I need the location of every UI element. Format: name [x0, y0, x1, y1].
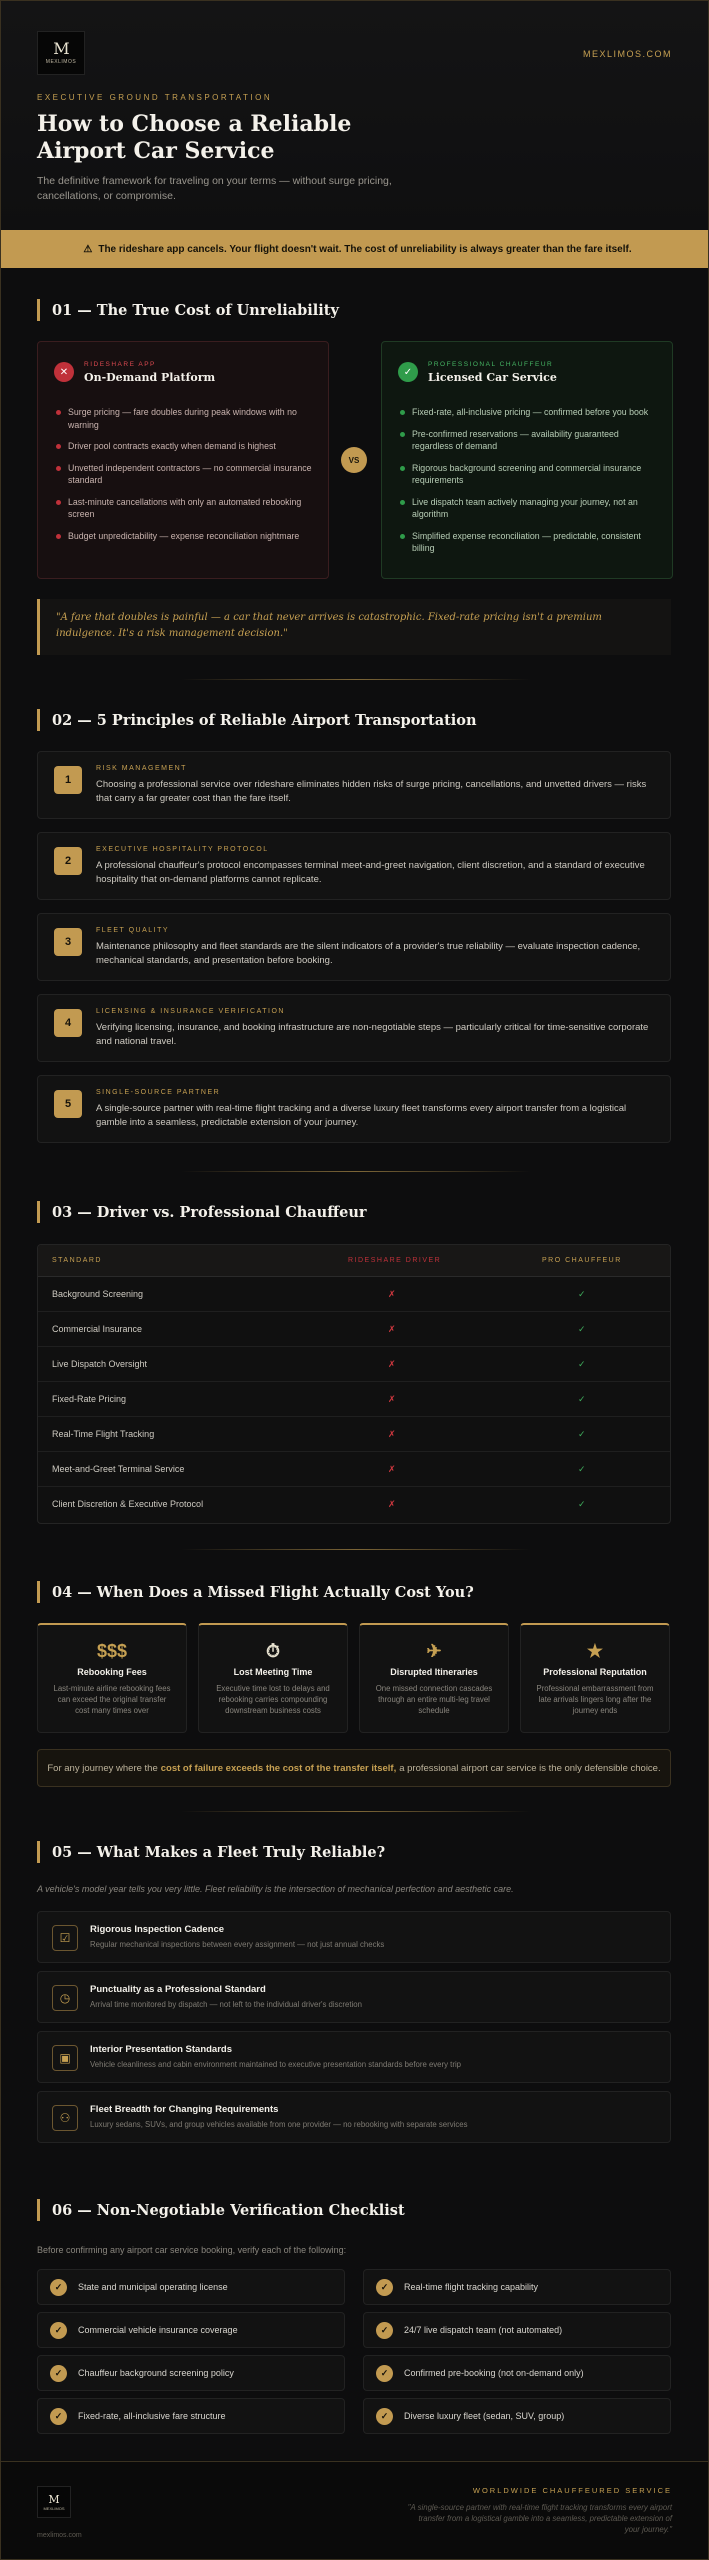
row-label: Commercial Insurance: [52, 1324, 143, 1334]
fleet-desc: Vehicle cleanliness and cabin environment maintained to executive presentation standards before every trip: [90, 2060, 462, 2069]
list-item: Unvetted independent contractors — no commercial insurance standard: [54, 462, 316, 487]
section-divider: [181, 1811, 531, 1812]
table-row: [38, 1417, 671, 1452]
section-1-heading: 01 — The True Cost of Unreliability: [52, 301, 339, 319]
cross-icon: ✗: [388, 1324, 396, 1334]
cost-card: [198, 1623, 348, 1733]
principle-kicker: RISK MANAGEMENT: [96, 765, 187, 772]
section-5-title: [37, 1841, 385, 1863]
check-icon: ✓: [376, 2322, 393, 2339]
logo-text: MEXLIMOS: [45, 59, 77, 65]
list-item: Fixed-rate, all-inclusive pricing — confirmed before you book: [398, 406, 660, 419]
checklist-icon: ☑: [52, 1925, 78, 1951]
cost-card: [520, 1623, 670, 1733]
column-header-pro: PRO CHAUFFEUR: [542, 1257, 622, 1264]
cost-desc: Executive time lost to delays and rebooking carries compounding downstream business costs: [216, 1684, 330, 1715]
callout-pre: For any journey where the: [47, 1762, 158, 1774]
chauffeur-list: [398, 406, 660, 564]
section-6-heading: 06 — Non-Negotiable Verification Checklist: [52, 2201, 405, 2219]
principle-card: [37, 913, 671, 981]
site-url-link[interactable]: MEXLIMOS.COM: [582, 49, 672, 59]
stopwatch-icon: ⏱: [265, 1641, 281, 1661]
section-accent-bar: [37, 709, 40, 731]
cross-icon: ✗: [388, 1289, 396, 1299]
checklist-label: Diverse luxury fleet (sedan, SUV, group): [404, 2411, 565, 2421]
principle-text: Maintenance philosophy and fleet standards are the silent indicators of a provider's true reliability — evaluate inspection cadence, mechanical standards, and presentation before booking.: [96, 941, 641, 966]
hero-header: [1, 1, 708, 230]
cost-title: Professional Reputation: [543, 1667, 647, 1677]
principle-card: [37, 751, 671, 819]
cross-icon: ✗: [388, 1499, 396, 1509]
principle-kicker: LICENSING & INSURANCE VERIFICATION: [96, 1008, 285, 1015]
list-item: Driver pool contracts exactly when demand is highest: [54, 440, 316, 453]
check-icon: ✓: [578, 1289, 586, 1299]
check-icon: ✓: [376, 2365, 393, 2382]
fleet-title: Interior Presentation Standards: [90, 2044, 233, 2055]
list-item: Simplified expense reconciliation — predictable, consistent billing: [398, 530, 660, 555]
checklist-label: 24/7 live dispatch team (not automated): [404, 2325, 563, 2335]
section-divider: [181, 679, 531, 680]
footer-tagline: WORLDWIDE CHAUFFEURED SERVICE: [472, 2486, 672, 2495]
cross-icon: ✕: [54, 362, 74, 382]
cross-icon: ✗: [388, 1464, 396, 1474]
check-icon: ✓: [578, 1324, 586, 1334]
section-4-heading: 04 — When Does a Missed Flight Actually Cost You?: [52, 1583, 474, 1601]
cross-icon: ✗: [388, 1359, 396, 1369]
section-5-lead: A vehicle's model year tells you very little. Fleet reliability is the intersection of mechanical perfection and aesthetic care.: [37, 1884, 514, 1894]
check-icon: ✓: [578, 1394, 586, 1404]
cost-card: [359, 1623, 509, 1733]
principle-card: [37, 1075, 671, 1143]
table-row: [38, 1312, 671, 1347]
fleet-desc: Arrival time monitored by dispatch — not left to the individual driver's discretion: [90, 2000, 362, 2009]
row-label: Fixed-Rate Pricing: [52, 1394, 127, 1404]
fleet-desc: Luxury sedans, SUVs, and group vehicles available from one provider — no rebooking with separate services: [90, 2120, 468, 2129]
checklist-label: Commercial vehicle insurance coverage: [78, 2325, 238, 2335]
pull-quote: "A fare that doubles is painful — a car that never arrives is catastrophic. Fixed-rate pricing isn't a premium indulgence. It's a risk management decision.": [37, 599, 671, 655]
section-1-title: [37, 299, 339, 321]
rideshare-card: [37, 341, 329, 579]
check-icon: ✓: [50, 2408, 67, 2425]
check-icon: ✓: [376, 2279, 393, 2296]
principle-number: 1: [54, 766, 82, 794]
rideshare-list: [54, 406, 316, 551]
principle-kicker: EXECUTIVE HOSPITALITY PROTOCOL: [96, 846, 269, 853]
section-3-heading: 03 — Driver vs. Professional Chauffeur: [52, 1203, 367, 1221]
alert-banner: [1, 230, 708, 268]
checklist-item[interactable]: [37, 2355, 345, 2391]
clock-icon: ◷: [52, 1985, 78, 2011]
alert-text: The rideshare app cancels. Your flight doesn't wait. The cost of unreliability is always greater than the fare itself.: [98, 243, 632, 255]
cost-title: Disrupted Itineraries: [390, 1667, 478, 1677]
dollar-icon: $$$: [96, 1641, 128, 1661]
principle-text: A single-source partner with real-time flight tracking and a diverse luxury fleet transforms every airport transfer from a logistical gamble into a seamless, predictable extension of your journey.: [96, 1103, 627, 1128]
rideshare-title: On-Demand Platform: [84, 371, 216, 384]
checklist-item[interactable]: [363, 2312, 671, 2348]
checklist-item[interactable]: [37, 2398, 345, 2434]
table-header: [38, 1245, 671, 1277]
principle-text: Choosing a professional service over rideshare eliminates hidden risks of surge pricing, cancellations, and unvetted drivers — risks that carry a far greater cost than the fare itself.: [96, 779, 647, 804]
footer-quote: "A single-source partner with real-time flight tracking transforms every airport transfer from a logistical gamble into a seamless, predictable extension of your journey.": [407, 2503, 672, 2534]
fleet-title: Fleet Breadth for Changing Requirements: [90, 2104, 279, 2115]
list-item: Rigorous background screening and commercial insurance requirements: [398, 462, 660, 487]
vs-badge: VS: [341, 447, 367, 473]
list-item: Budget unpredictability — expense reconciliation nightmare: [54, 530, 316, 543]
row-label: Meet-and-Greet Terminal Service: [52, 1464, 185, 1474]
section-divider: [181, 1549, 531, 1550]
section-accent-bar: [37, 299, 40, 321]
principle-card: [37, 994, 671, 1062]
checklist-item[interactable]: [363, 2355, 671, 2391]
fleet-item: [37, 1911, 671, 1963]
principle-text: A professional chauffeur's protocol encompasses terminal meet-and-greet navigation, client discretion, and a standard of executive hospitality that on-demand platforms cannot replicate.: [96, 860, 645, 885]
warning-icon: ⚠: [83, 243, 93, 255]
rideshare-kicker: RIDESHARE APP: [84, 361, 156, 368]
list-item: Last-minute cancellations with only an automated rebooking screen: [54, 496, 316, 521]
cost-title: Rebooking Fees: [77, 1667, 147, 1677]
section-2-heading: 02 — 5 Principles of Reliable Airport Transportation: [52, 711, 477, 729]
fleet-item: [37, 1971, 671, 2023]
list-item: Surge pricing — fare doubles during peak windows with no warning: [54, 406, 316, 431]
row-label: Live Dispatch Oversight: [52, 1359, 148, 1369]
principle-number: 5: [54, 1090, 82, 1118]
check-icon: ✓: [578, 1429, 586, 1439]
checklist-item[interactable]: [363, 2269, 671, 2305]
check-icon: ✓: [50, 2322, 67, 2339]
fleet-title: Punctuality as a Professional Standard: [90, 1984, 266, 1995]
principle-card: [37, 832, 671, 900]
group-icon: ⚇: [52, 2105, 78, 2131]
table-row: [38, 1277, 671, 1312]
table-row: [38, 1347, 671, 1382]
check-icon: ✓: [578, 1464, 586, 1474]
checklist-item[interactable]: [37, 2312, 345, 2348]
principle-kicker: FLEET QUALITY: [96, 927, 170, 934]
list-item: Pre-confirmed reservations — availability guaranteed regardless of demand: [398, 428, 660, 453]
cost-desc: Professional embarrassment from late arrivals lingers long after the journey ends: [536, 1684, 654, 1715]
section-5-heading: 05 — What Makes a Fleet Truly Reliable?: [52, 1843, 386, 1861]
principle-text: Verifying licensing, insurance, and booking infrastructure are non-negotiable steps — particularly critical for time-sensitive corporate and national travel.: [96, 1022, 649, 1047]
cost-callout: [37, 1749, 671, 1787]
row-label: Client Discretion & Executive Protocol: [52, 1499, 204, 1509]
hero-eyebrow: EXECUTIVE GROUND TRANSPORTATION: [37, 93, 273, 102]
checklist-label: Chauffeur background screening policy: [78, 2368, 234, 2378]
table-row: [38, 1487, 671, 1522]
briefcase-icon: ▣: [52, 2045, 78, 2071]
fleet-title: Rigorous Inspection Cadence: [90, 1924, 225, 1935]
logo-mark: M: [53, 39, 69, 58]
chauffeur-kicker: PROFESSIONAL CHAUFFEUR: [428, 361, 554, 368]
list-item: Live dispatch team actively managing your journey, not an algorithm: [398, 496, 660, 521]
brand-logo[interactable]: [37, 31, 85, 75]
logo-mark: M: [48, 2492, 60, 2506]
principle-number: 2: [54, 847, 82, 875]
footer-logo[interactable]: [37, 2486, 71, 2518]
section-6-title: [37, 2199, 405, 2221]
footer: [1, 2461, 708, 2560]
callout-post: a professional airport car service is the only defensible choice.: [399, 1762, 661, 1774]
footer-url-link[interactable]: mexlimos.com: [37, 2532, 82, 2539]
check-icon: ✓: [578, 1359, 586, 1369]
section-2-title: [37, 709, 477, 731]
checklist-label: Confirmed pre-booking (not on-demand only): [404, 2368, 584, 2378]
row-label: Background Screening: [52, 1289, 144, 1299]
comparison-table: [37, 1244, 671, 1524]
fleet-desc: Regular mechanical inspections between every assignment — not just annual checks: [90, 1940, 385, 1949]
checklist-label: State and municipal operating license: [78, 2282, 228, 2292]
fleet-item: [37, 2091, 671, 2143]
cost-title: Lost Meeting Time: [233, 1667, 313, 1677]
chauffeur-title: Licensed Car Service: [428, 371, 557, 384]
section-divider: [181, 1171, 531, 1172]
cost-card: [37, 1623, 187, 1733]
cost-desc: Last-minute airline rebooking fees can exceed the original transfer cost many times over: [53, 1684, 171, 1715]
check-icon: ✓: [398, 362, 418, 382]
check-icon: ✓: [50, 2279, 67, 2296]
section-accent-bar: [37, 1841, 40, 1863]
logo-text: MEXLIMOS: [43, 2505, 65, 2511]
table-row: [38, 1452, 671, 1487]
chauffeur-card: [381, 341, 673, 579]
section-3-title: [37, 1201, 367, 1223]
section-6-lead: Before confirming any airport car service booking, verify each of the following:: [37, 2245, 347, 2255]
check-icon: ✓: [50, 2365, 67, 2382]
principle-number: 4: [54, 1009, 82, 1037]
fleet-item: [37, 2031, 671, 2083]
column-header-rideshare: RIDESHARE DRIVER: [348, 1257, 442, 1264]
checklist-label: Real-time flight tracking capability: [404, 2282, 539, 2292]
section-accent-bar: [37, 1201, 40, 1223]
page-subtitle: The definitive framework for traveling on your terms — without surge pricing, cancellations, or compromise.: [37, 175, 392, 202]
checklist-item[interactable]: [363, 2398, 671, 2434]
check-icon: ✓: [578, 1499, 586, 1509]
checklist-item[interactable]: [37, 2269, 345, 2305]
cost-desc: One missed connection cascades through an entire multi-leg travel schedule: [375, 1684, 493, 1715]
check-icon: ✓: [376, 2408, 393, 2425]
section-accent-bar: [37, 1581, 40, 1603]
row-label: Real-Time Flight Tracking: [52, 1429, 155, 1439]
principle-number: 3: [54, 928, 82, 956]
section-accent-bar: [37, 2199, 40, 2221]
checklist-label: Fixed-rate, all-inclusive fare structure: [78, 2411, 226, 2421]
star-icon: ★: [586, 1641, 604, 1661]
table-row: [38, 1382, 671, 1417]
section-4-title: [37, 1581, 474, 1603]
cross-icon: ✗: [388, 1394, 396, 1404]
column-header-standard: STANDARD: [52, 1257, 102, 1264]
cross-icon: ✗: [388, 1429, 396, 1439]
airplane-icon: ✈: [426, 1641, 442, 1661]
callout-highlight: cost of failure exceeds the cost of the transfer itself,: [160, 1762, 397, 1774]
principle-kicker: SINGLE-SOURCE PARTNER: [96, 1089, 221, 1096]
page-title: How to Choose a Reliable Airport Car Service: [37, 111, 352, 164]
